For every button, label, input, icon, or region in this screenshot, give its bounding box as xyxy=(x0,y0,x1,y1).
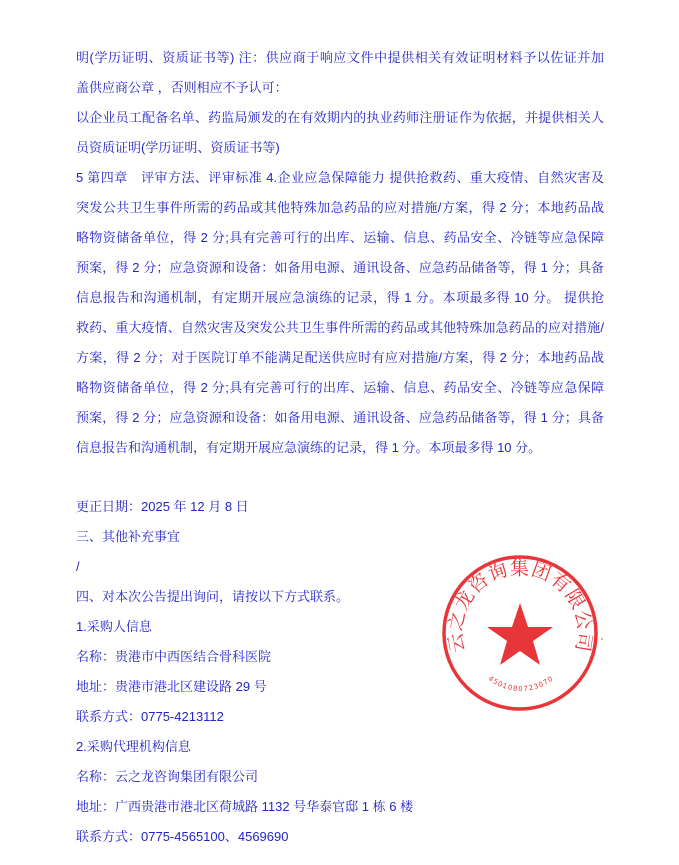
info-text-line: 名称：云之龙咨询集团有限公司 xyxy=(76,769,259,784)
company-seal xyxy=(440,553,600,713)
body-text-line: 预案，得 2 分；应急资源和设备：如备用电源、通讯设备、应急药品储备等，得 1 分；具备 xyxy=(76,260,604,275)
body-text-line: 预案，得 2 分；应急资源和设备：如备用电源、通讯设备、应急药品储备等，得 1 分；具备 xyxy=(76,410,604,425)
info-text-line: 名称：贵港市中西医结合骨科医院 xyxy=(76,649,272,664)
info-text-line: 2.采购代理机构信息 xyxy=(76,739,191,754)
seal-registration-number: 4501080723070 xyxy=(486,674,556,694)
info-text-line: / xyxy=(76,559,80,574)
info-text-line: 联系方式：0775-4213112 xyxy=(76,709,224,724)
body-text-line: 明(学历证明、资质证书等) 注：供应商于响应文件中提供相关有效证明材料予以佐证并加 xyxy=(76,50,604,65)
seal-company-name: 云之龙咨询集团有限公司 xyxy=(444,557,596,655)
body-text-line: 略物资储备单位，得 2 分;具有完善可行的出库、运输、信息、药品安全、冷链等应急保障 xyxy=(76,380,604,395)
info-text-line: 1.采购人信息 xyxy=(76,619,152,634)
scan-speck xyxy=(601,638,603,640)
body-text-line: 方案，得 2 分；对于医院订单不能满足配送供应时有应对措施/方案，得 2 分；本地药品战 xyxy=(76,350,604,365)
info-text-line: 联系方式：0775-4565100、4569690 xyxy=(76,829,289,844)
body-text-line: 5 第四章 评审方法、评审标准 4.企业应急保障能力 提供抢救药、重大疫情、自然灾害及 xyxy=(76,170,604,185)
body-text-line: 救药、重大疫情、自然灾害及突发公共卫生事件所需的药品或其他特殊加急药品的应对措施/ xyxy=(76,320,604,335)
info-text-line: 三、其他补充事宜 xyxy=(76,529,181,544)
body-text-line: 略物资储备单位，得 2 分;具有完善可行的出库、运输、信息、药品安全、冷链等应急保障 xyxy=(76,230,604,245)
body-text-line: 员资质证明(学历证明、资质证书等) xyxy=(76,140,280,155)
info-text-line: 地址：贵港市港北区建设路 29 号 xyxy=(76,679,267,694)
body-text-line: 突发公共卫生事件所需的药品或其他特殊加急药品的应对措施/方案，得 2 分；本地药品战 xyxy=(76,200,604,215)
body-text-line: 以企业员工配备名单、药监局颁发的在有效期内的执业药师注册证作为依据，并提供相关人 xyxy=(76,110,604,125)
star-icon xyxy=(487,603,553,665)
info-text-line: 更正日期：2025 年 12 月 8 日 xyxy=(76,499,249,514)
body-text-line: 盖供应商公章 ，否则相应不予认可： xyxy=(76,80,288,95)
body-text-line: 信息报告和沟通机制，有定期开展应急演练的记录，得 1 分。本项最多得 10 分。 提供抢 xyxy=(76,290,604,305)
body-text-line: 信息报告和沟通机制，有定期开展应急演练的记录，得 1 分。本项最多得 10 分。 xyxy=(76,440,542,455)
svg-text:4501080723070 xyxy=(487,674,555,693)
info-text-line: 四、对本次公告提出询问，请按以下方式联系。 xyxy=(76,589,350,604)
info-text-line: 地址：广西贵港市港北区荷城路 1132 号华泰官邸 1 栋 6 楼 xyxy=(76,799,414,814)
